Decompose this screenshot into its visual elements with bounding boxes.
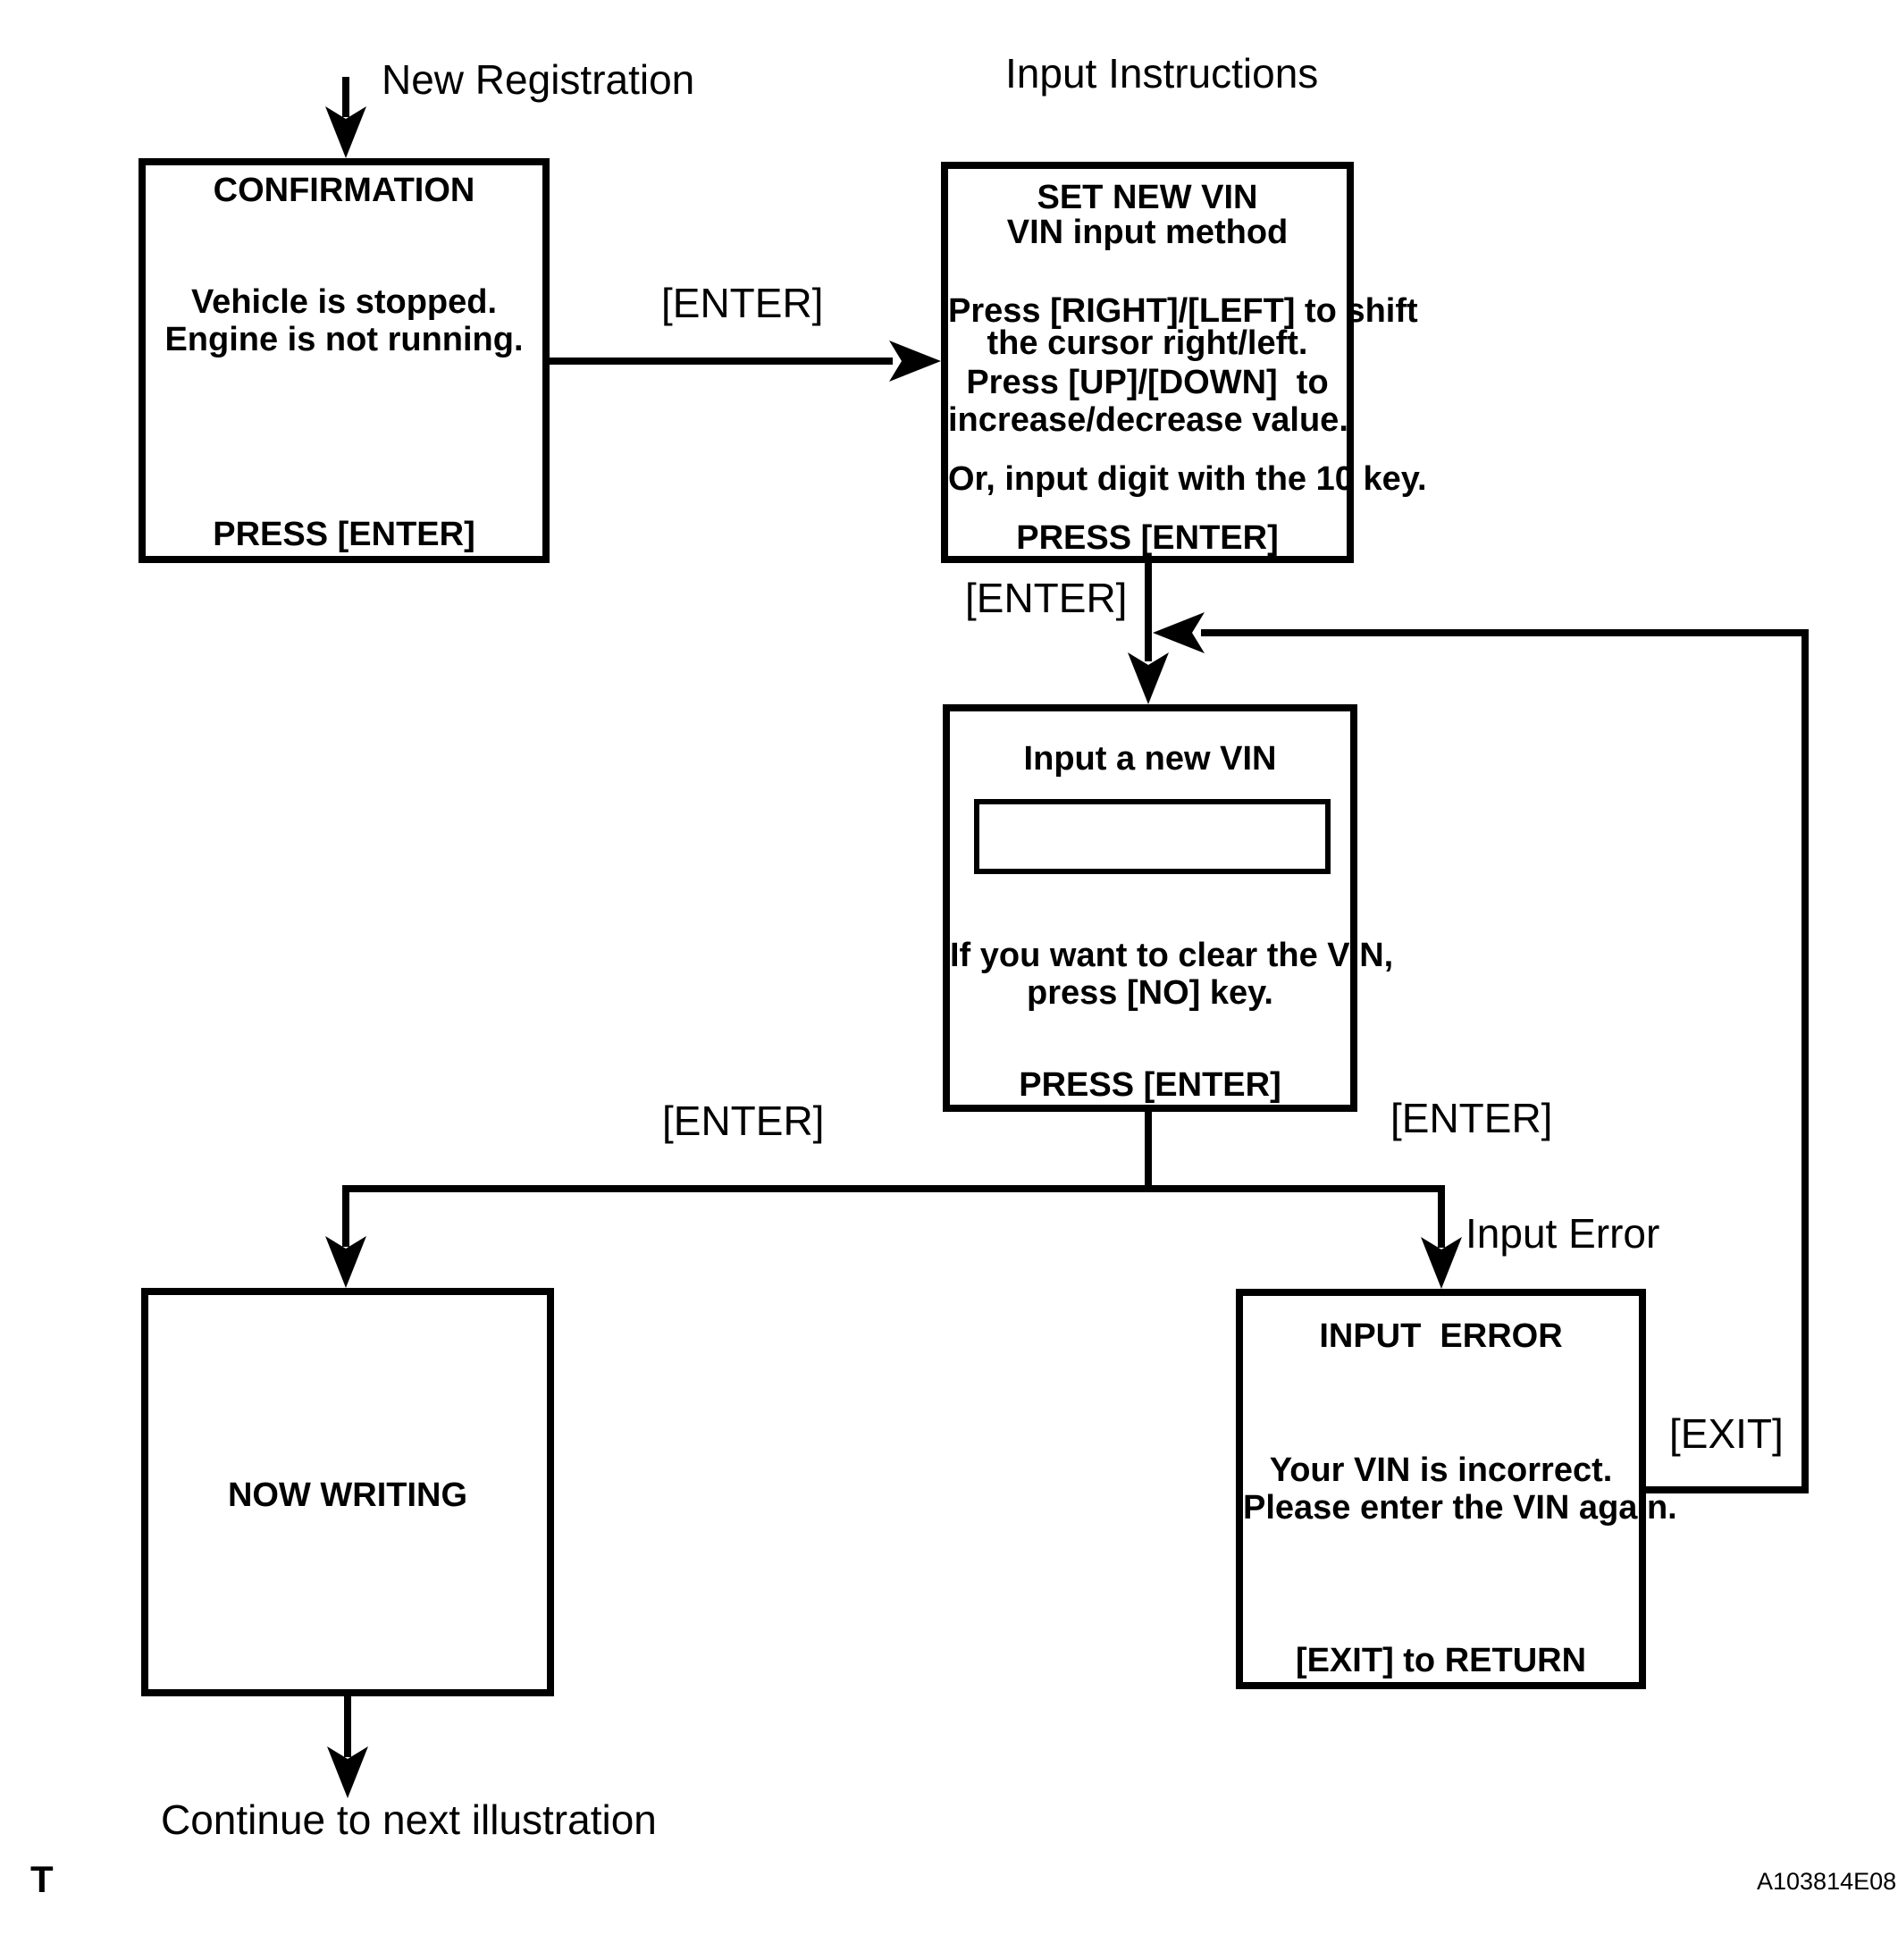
input-error-screen-box — [1236, 1289, 1677, 1689]
input-error-line2: Please enter the VIN again. — [1243, 1489, 1677, 1527]
input-error-line1: Your VIN is incorrect. — [1269, 1451, 1613, 1489]
new-registration-label: New Registration — [382, 56, 695, 103]
input-new-vin-footer: PRESS [ENTER] — [1019, 1066, 1281, 1104]
branch-split-path — [346, 1189, 1441, 1248]
input-error-footer: [EXIT] to RETURN — [1295, 1642, 1587, 1679]
enter-label-branch-right: [ENTER] — [1390, 1095, 1553, 1141]
input-new-vin-screen-box — [943, 704, 1394, 1112]
input-new-vin-title: Input a new VIN — [1023, 740, 1277, 778]
set-new-vin-title: SET NEW VIN — [1037, 179, 1258, 216]
figure-code: A103814E08 — [1757, 1868, 1897, 1895]
now-writing-title: NOW WRITING — [227, 1476, 468, 1514]
set-new-vin-screen-box — [941, 162, 1427, 563]
enter-label-mid: [ENTER] — [965, 575, 1128, 621]
input-new-vin-line1: If you want to clear the VIN, — [950, 937, 1394, 974]
exit-arrowhead-left — [1153, 612, 1205, 653]
input-error-label: Input Error — [1465, 1210, 1660, 1257]
set-new-vin-line5: Or, input digit with the 10 key. — [948, 460, 1427, 498]
input-new-vin-line2: press [NO] key. — [1027, 974, 1273, 1012]
confirmation-footer: PRESS [ENTER] — [213, 516, 475, 553]
enter-label-top: [ENTER] — [661, 280, 824, 326]
exit-label: [EXIT] — [1669, 1410, 1784, 1457]
input-instructions-label: Input Instructions — [1005, 50, 1319, 97]
confirmation-line1: Vehicle is stopped. — [190, 283, 498, 321]
set-new-vin-footer: PRESS [ENTER] — [1016, 519, 1279, 557]
confirmation-title: CONFIRMATION — [213, 172, 475, 209]
page-marker: T — [30, 1858, 54, 1900]
now-writing-screen-box — [141, 1288, 554, 1696]
confirmation-line2: Engine is not running. — [164, 321, 524, 358]
set-new-vin-subtitle: VIN input method — [1006, 214, 1289, 251]
vin-entry-field — [974, 799, 1331, 874]
set-new-vin-line3: Press [UP]/[DOWN] to — [966, 364, 1329, 401]
enter-label-branch-left: [ENTER] — [662, 1098, 825, 1144]
set-new-vin-line1: Press [RIGHT]/[LEFT] to shift — [948, 292, 1418, 330]
set-new-vin-line2: the cursor right/left. — [987, 324, 1308, 362]
enter-arrowhead-right — [889, 341, 941, 382]
continue-label: Continue to next illustration — [161, 1796, 657, 1843]
confirmation-screen-box — [139, 158, 550, 563]
set-new-vin-line4: increase/decrease value. — [948, 401, 1348, 439]
input-error-title: INPUT ERROR — [1319, 1317, 1563, 1355]
